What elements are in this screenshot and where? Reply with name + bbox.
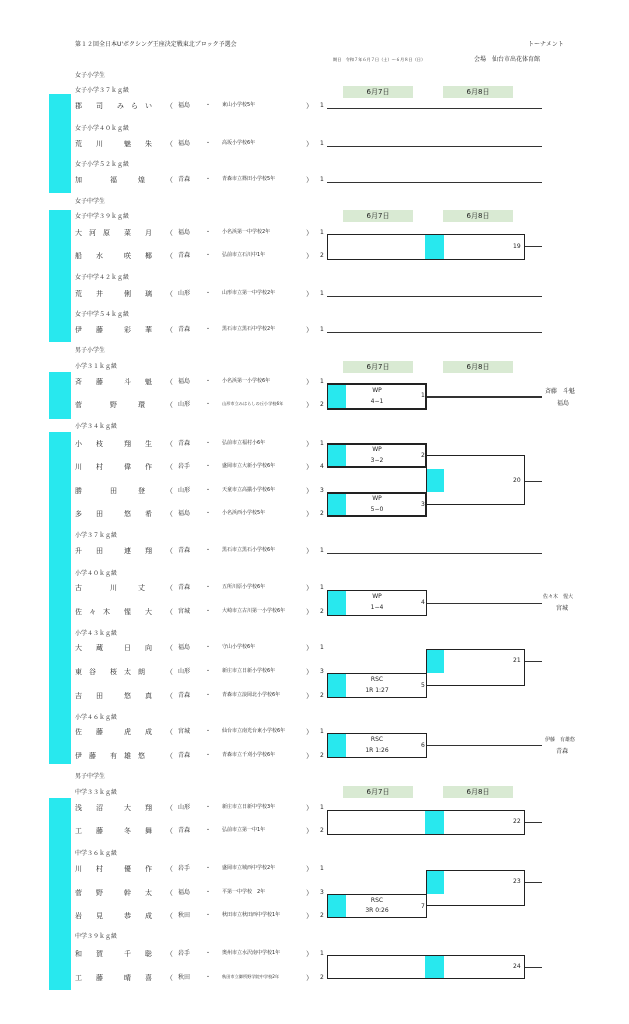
entry-close-paren: ）: [306, 974, 313, 982]
weight-class-label: 小学４６ｋｇ級: [75, 714, 118, 721]
entry-school: 山形市立第一中学校2年: [222, 290, 276, 296]
bracket-line: [525, 481, 542, 482]
entry-separator: ・: [205, 608, 212, 615]
winner-pref: 宮城: [556, 605, 569, 612]
bracket-line: [327, 553, 542, 554]
bout-marker: [427, 469, 444, 492]
entry-slot-number: 2: [320, 912, 324, 919]
date-header-day2: 6月8日: [443, 210, 513, 222]
bout-number: 3: [421, 501, 425, 508]
weight-class-label: 女子小学３７ｋｇ級: [75, 87, 130, 94]
bracket-line: [327, 332, 542, 333]
entry-open-paren: （: [166, 326, 173, 334]
entry-school: 大崎市立古川第一小学校6年: [222, 608, 286, 614]
entry-pref: 青森: [178, 827, 191, 834]
entry-close-paren: ）: [306, 889, 313, 897]
entry-separator: ・: [205, 176, 212, 183]
section-bar-boys-elementary: [49, 432, 71, 764]
entry-open-paren: （: [166, 510, 173, 518]
weight-class-label: 中学３３ｋｇ級: [75, 789, 118, 796]
entry-slot-number: 2: [320, 827, 324, 834]
entry-school: 奥州市立水沢南中学校1年: [222, 950, 281, 956]
entry-close-paren: ）: [306, 326, 313, 334]
entry-close-paren: ）: [306, 176, 313, 184]
entry-slot-number: 1: [320, 102, 324, 109]
entry-school: 天童市立高擶小学校6年: [222, 487, 276, 493]
entry-close-paren: ）: [306, 290, 313, 298]
entry-slot-number: 1: [320, 326, 324, 333]
entry-separator: ・: [205, 889, 212, 896]
weight-class-label: 女子小学５２ｋｇ級: [75, 161, 130, 168]
entry-name: 工 藤 冬 舞: [75, 827, 152, 835]
weight-class-label: 女子中学３９ｋｇ級: [75, 213, 130, 220]
entry-name: 古 川 丈: [75, 584, 145, 592]
entry-pref: 青森: [178, 440, 191, 447]
entry-separator: ・: [205, 252, 212, 259]
entry-pref: 青森: [178, 752, 191, 759]
bout-number: 1: [421, 392, 425, 399]
bout-marker: [425, 956, 444, 978]
entry-pref: 青森: [178, 252, 191, 259]
date-header-day1: 6月7日: [343, 786, 413, 798]
section-label: 男子中学生: [75, 773, 106, 780]
bracket-line: [525, 822, 542, 823]
entry-separator: ・: [205, 290, 212, 297]
page-title: 第１２回全日本U'ボクシング王座決定戦東北ブロック予選会: [75, 41, 237, 48]
entry-school: 仙台市立南光台東小学校6年: [222, 728, 286, 734]
bout-score: 1R 1:27: [365, 687, 389, 694]
bracket-line: [327, 146, 542, 147]
entry-name: 荒 井 俐 璃: [75, 290, 152, 298]
weight-class-label: 小学４３ｋｇ級: [75, 630, 118, 637]
entry-open-paren: （: [166, 804, 173, 812]
entry-slot-number: 1: [320, 229, 324, 236]
bout-score: 5−0: [370, 506, 384, 513]
entry-close-paren: ）: [306, 510, 313, 518]
entry-open-paren: （: [166, 644, 173, 652]
entry-school: 新庄市立日新中学校3年: [222, 804, 276, 810]
weight-class-label: 小学４０ｋｇ級: [75, 570, 118, 577]
entry-pref: 福島: [178, 229, 191, 236]
bout-number: 7: [421, 903, 425, 910]
entry-slot-number: 2: [320, 252, 324, 259]
entry-slot-number: 1: [320, 378, 324, 385]
entry-name: 川 村 偉 作: [75, 463, 152, 471]
weight-class-label: 女子中学５４ｋｇ級: [75, 311, 130, 318]
entry-slot-number: 3: [320, 668, 324, 675]
bout-number: 19: [513, 243, 521, 250]
bout-marker: [328, 494, 346, 515]
winner-pref: 青森: [556, 748, 569, 755]
entry-school: 盛岡市立城西中学校2年: [222, 865, 276, 871]
entry-slot-number: 1: [320, 547, 324, 554]
entry-separator: ・: [205, 401, 212, 408]
bout-score: 4−1: [370, 398, 384, 405]
entry-slot-number: 1: [320, 140, 324, 147]
entry-close-paren: ）: [306, 547, 313, 555]
entry-name: 岩 見 恭 成: [75, 912, 152, 920]
entry-name: 郡 司 み ら い: [75, 102, 152, 110]
entry-name: 東 谷 桜 太 朗: [75, 668, 145, 676]
entry-close-paren: ）: [306, 865, 313, 873]
bracket-line: [327, 108, 542, 109]
bout-score: 3R 0:26: [365, 907, 389, 914]
entry-open-paren: （: [166, 692, 173, 700]
entry-name: 川 村 優 作: [75, 865, 152, 873]
entry-name: 升 田 連 翔: [75, 547, 152, 555]
entry-slot-number: 1: [320, 584, 324, 591]
entry-name: 和 賀 千 聡: [75, 950, 152, 958]
entry-slot-number: 3: [320, 889, 324, 896]
entry-open-paren: （: [166, 865, 173, 873]
entry-pref: 福島: [178, 510, 191, 517]
entry-close-paren: ）: [306, 584, 313, 592]
entry-name: 大 蔵 日 向: [75, 644, 152, 652]
entry-name: 小 枝 翔 生: [75, 440, 152, 448]
bout-number: 24: [513, 963, 521, 970]
entry-pref: 山形: [178, 290, 191, 297]
entry-pref: 福島: [178, 378, 191, 385]
bracket-line: [525, 882, 542, 883]
winner-name: 佐々木 惺大: [543, 594, 574, 600]
entry-pref: 宮城: [178, 728, 191, 735]
bracket-line: [327, 182, 542, 183]
entry-pref: 青森: [178, 692, 191, 699]
entry-pref: 山形: [178, 401, 191, 408]
entry-slot-number: 1: [320, 865, 324, 872]
entry-school: 守山小学校6年: [222, 644, 256, 650]
entry-separator: ・: [205, 140, 212, 147]
entry-separator: ・: [205, 510, 212, 517]
bout-result: WP: [372, 446, 382, 453]
bout-score: 3−2: [370, 457, 384, 464]
entry-name: 伊 藤 彩 華: [75, 326, 152, 334]
entry-close-paren: ）: [306, 827, 313, 835]
entry-close-paren: ）: [306, 440, 313, 448]
entry-open-paren: （: [166, 752, 173, 760]
entry-school: 新庄市立日新小学校6年: [222, 668, 276, 674]
entry-close-paren: ）: [306, 102, 313, 110]
bracket-line: [525, 661, 542, 662]
entry-open-paren: （: [166, 728, 173, 736]
entry-name: 菅 野 幹 太: [75, 889, 152, 897]
bracket-line: [525, 967, 542, 968]
entry-school: 弘前市立第一中1年: [222, 827, 266, 833]
section-bar-girls-middle: [49, 210, 71, 342]
entry-close-paren: ）: [306, 692, 313, 700]
entry-separator: ・: [205, 440, 212, 447]
section-label: 男子小学生: [75, 347, 106, 354]
entry-close-paren: ）: [306, 912, 313, 920]
section-label: 女子中学生: [75, 198, 106, 205]
entry-pref: 福島: [178, 140, 191, 147]
bout-number: 4: [421, 599, 425, 606]
entry-name: 浅 沼 大 翔: [75, 804, 152, 812]
entry-school: 盛岡市立大新小学校6年: [222, 463, 276, 469]
entry-separator: ・: [205, 865, 212, 872]
entry-slot-number: 1: [320, 950, 324, 957]
section-label: 女子小学生: [75, 72, 106, 79]
bout-number: 21: [513, 657, 521, 664]
bout-marker: [328, 591, 346, 615]
entry-pref: 山形: [178, 804, 191, 811]
date-header-day2: 6月8日: [443, 786, 513, 798]
entry-name: 荒 川 魅 朱: [75, 140, 152, 148]
entry-close-paren: ）: [306, 140, 313, 148]
entry-pref: 青森: [178, 547, 191, 554]
entry-open-paren: （: [166, 912, 173, 920]
entry-pref: 福島: [178, 102, 191, 109]
entry-close-paren: ）: [306, 668, 313, 676]
entry-close-paren: ）: [306, 229, 313, 237]
entry-separator: ・: [205, 827, 212, 834]
entry-separator: ・: [205, 692, 212, 699]
entry-pref: 岩手: [178, 463, 191, 470]
entry-school: 平第一中学校 2年: [222, 889, 266, 895]
entry-close-paren: ）: [306, 804, 313, 812]
date-header-day2: 6月8日: [443, 361, 513, 373]
entry-school: 五所川原小学校6年: [222, 584, 266, 590]
weight-class-label: 女子小学４０ｋｇ級: [75, 125, 130, 132]
entry-close-paren: ）: [306, 378, 313, 386]
entry-school: 小名浜第一小学校6年: [222, 378, 271, 384]
entry-separator: ・: [205, 487, 212, 494]
bout-score: 1−4: [370, 604, 384, 611]
entry-pref: 青森: [178, 176, 191, 183]
bout-marker: [328, 734, 346, 757]
bout-number: 22: [513, 818, 521, 825]
venue: 会場 仙台市出花体育館: [474, 56, 541, 63]
entry-open-paren: （: [166, 463, 173, 471]
entry-pref: 山形: [178, 487, 191, 494]
date-header-day1: 6月7日: [343, 210, 413, 222]
entry-slot-number: 2: [320, 401, 324, 408]
entry-name: 斉 藤 斗 魁: [75, 378, 152, 386]
entry-open-paren: （: [166, 889, 173, 897]
entry-open-paren: （: [166, 547, 173, 555]
entry-slot-number: 3: [320, 487, 324, 494]
entry-pref: 宮城: [178, 608, 191, 615]
entry-slot-number: 1: [320, 440, 324, 447]
entry-separator: ・: [205, 912, 212, 919]
entry-name: 佐 々 木 惺 大: [75, 608, 152, 616]
entry-pref: 青森: [178, 326, 191, 333]
bout-number: 5: [421, 682, 425, 689]
entry-open-paren: （: [166, 974, 173, 982]
entry-close-paren: ）: [306, 644, 313, 652]
entry-separator: ・: [205, 326, 212, 333]
entry-pref: 秋田: [178, 912, 191, 919]
entry-separator: ・: [205, 378, 212, 385]
weight-class-label: 中学３９ｋｇ級: [75, 933, 118, 940]
bout-score: 1R 1:26: [365, 747, 389, 754]
bout-marker: [425, 811, 444, 834]
bout-result: WP: [372, 495, 382, 502]
entry-school: 高坂小学校6年: [222, 140, 256, 146]
bout-number: 2: [421, 452, 425, 459]
entry-school: 黒石市立黒石中学校2年: [222, 326, 276, 332]
entry-pref: 福島: [178, 889, 191, 896]
entry-name: 伊 藤 有 雄 悠: [75, 752, 145, 760]
entry-open-paren: （: [166, 584, 173, 592]
entry-open-paren: （: [166, 487, 173, 495]
entry-name: 吉 田 悠 真: [75, 692, 152, 700]
entry-school: 秋田市立御所野学院中学校2年: [222, 974, 280, 979]
entry-separator: ・: [205, 752, 212, 759]
entry-separator: ・: [205, 584, 212, 591]
entry-open-paren: （: [166, 229, 173, 237]
bout-number: 6: [421, 742, 425, 749]
entry-slot-number: 1: [320, 644, 324, 651]
entry-slot-number: 2: [320, 974, 324, 981]
entry-open-paren: （: [166, 440, 173, 448]
bout-marker: [328, 385, 346, 408]
entry-name: 大 河 原 菜 月: [75, 229, 152, 237]
event-dates: 期日 令和７年６月７日（土）～６月８日（日）: [333, 57, 426, 62]
entry-separator: ・: [205, 974, 212, 981]
weight-class-label: 女子中学４２ｋｇ級: [75, 274, 130, 281]
entry-school: 小名浜第一中学校2年: [222, 229, 271, 235]
bout-marker: [425, 235, 444, 259]
entry-slot-number: 2: [320, 510, 324, 517]
entry-pref: 青森: [178, 584, 191, 591]
winner-name: 斉藤 斗魁: [545, 388, 576, 395]
entry-school: 東山小学校5年: [222, 102, 256, 108]
entry-slot-number: 1: [320, 728, 324, 735]
bracket-line: [525, 246, 542, 247]
bout-number: 20: [513, 477, 521, 484]
entry-pref: 岩手: [178, 865, 191, 872]
entry-name: 菅 野 環: [75, 401, 145, 409]
entry-close-paren: ）: [306, 608, 313, 616]
weight-class-label: 小学３４ｋｇ級: [75, 423, 118, 430]
entry-open-paren: （: [166, 827, 173, 835]
entry-open-paren: （: [166, 102, 173, 110]
entry-name: 多 田 悠 希: [75, 510, 152, 518]
entry-name: 佐 藤 虎 成: [75, 728, 152, 736]
bout-marker: [427, 650, 444, 673]
entry-pref: 岩手: [178, 950, 191, 957]
entry-close-paren: ）: [306, 463, 313, 471]
entry-school: 黒石市立黒石小学校6年: [222, 547, 276, 553]
entry-open-paren: （: [166, 950, 173, 958]
entry-close-paren: ）: [306, 950, 313, 958]
entry-close-paren: ）: [306, 487, 313, 495]
entry-close-paren: ）: [306, 252, 313, 260]
entry-school: 弘前市立福村小6年: [222, 440, 266, 446]
bout-marker: [328, 895, 346, 917]
bout-result: RSC: [370, 897, 384, 904]
entry-separator: ・: [205, 950, 212, 957]
entry-name: 加 福 煌: [75, 176, 145, 184]
date-header-day1: 6月7日: [343, 361, 413, 373]
entry-pref: 山形: [178, 668, 191, 675]
section-bar-girls-elementary: [49, 94, 71, 193]
winner-name: 伊藤 有雄悠: [545, 737, 576, 743]
entry-close-paren: ）: [306, 752, 313, 760]
entry-school: 秋田市立秋田西中学校1年: [222, 912, 281, 918]
entry-separator: ・: [205, 644, 212, 651]
entry-open-paren: （: [166, 608, 173, 616]
entry-open-paren: （: [166, 176, 173, 184]
bout-marker: [427, 871, 444, 894]
entry-slot-number: 1: [320, 804, 324, 811]
entry-pref: 秋田: [178, 974, 191, 981]
weight-class-label: 小学３１ｋｇ級: [75, 363, 118, 370]
entry-school: 青森市立浪岡北小学校6年: [222, 692, 281, 698]
bout-result: WP: [372, 387, 382, 394]
section-bar-31kg: [49, 372, 71, 419]
bout-result: WP: [372, 593, 382, 600]
bracket-line: [427, 603, 542, 604]
entry-open-paren: （: [166, 252, 173, 260]
entry-slot-number: 4: [320, 463, 324, 470]
bracket-line: [427, 745, 542, 746]
entry-name: 勝 田 登: [75, 487, 145, 495]
date-header-day2: 6月8日: [443, 86, 513, 98]
tournament-label: トーナメント: [528, 41, 564, 48]
weight-class-label: 小学３７ｋｇ級: [75, 532, 118, 539]
entry-close-paren: ）: [306, 401, 313, 409]
entry-slot-number: 1: [320, 290, 324, 297]
winner-pref: 福島: [557, 400, 570, 407]
entry-open-paren: （: [166, 668, 173, 676]
bout-number: 23: [513, 878, 521, 885]
entry-slot-number: 1: [320, 176, 324, 183]
entry-separator: ・: [205, 463, 212, 470]
entry-name: 工 藤 晴 喜: [75, 974, 152, 982]
weight-class-label: 中学３６ｋｇ級: [75, 850, 118, 857]
entry-school: 小名浜西小学校5年: [222, 510, 266, 516]
entry-separator: ・: [205, 804, 212, 811]
entry-slot-number: 2: [320, 608, 324, 615]
entry-close-paren: ）: [306, 728, 313, 736]
entry-separator: ・: [205, 668, 212, 675]
bout-result: RSC: [370, 736, 384, 743]
bout-marker: [328, 674, 346, 697]
bout-marker: [328, 445, 346, 466]
entry-slot-number: 2: [320, 752, 324, 759]
entry-slot-number: 2: [320, 692, 324, 699]
entry-separator: ・: [205, 102, 212, 109]
entry-separator: ・: [205, 547, 212, 554]
entry-name: 船 水 咲 椰: [75, 252, 152, 260]
bracket-line: [427, 396, 542, 398]
entry-open-paren: （: [166, 290, 173, 298]
bout-result: RSC: [370, 676, 384, 683]
bracket-line: [327, 296, 542, 297]
entry-school: 青森市立篠田小学校5年: [222, 176, 276, 182]
entry-school: 山形市立みはらしの丘小学校6年: [222, 401, 284, 406]
entry-open-paren: （: [166, 378, 173, 386]
entry-open-paren: （: [166, 140, 173, 148]
entry-pref: 福島: [178, 644, 191, 651]
entry-school: 弘前市立石川中1年: [222, 252, 266, 258]
entry-open-paren: （: [166, 401, 173, 409]
entry-separator: ・: [205, 229, 212, 236]
section-bar-boys-middle: [49, 798, 71, 990]
date-header-day1: 6月7日: [343, 86, 413, 98]
entry-separator: ・: [205, 728, 212, 735]
entry-school: 青森市立千刈小学校6年: [222, 752, 276, 758]
